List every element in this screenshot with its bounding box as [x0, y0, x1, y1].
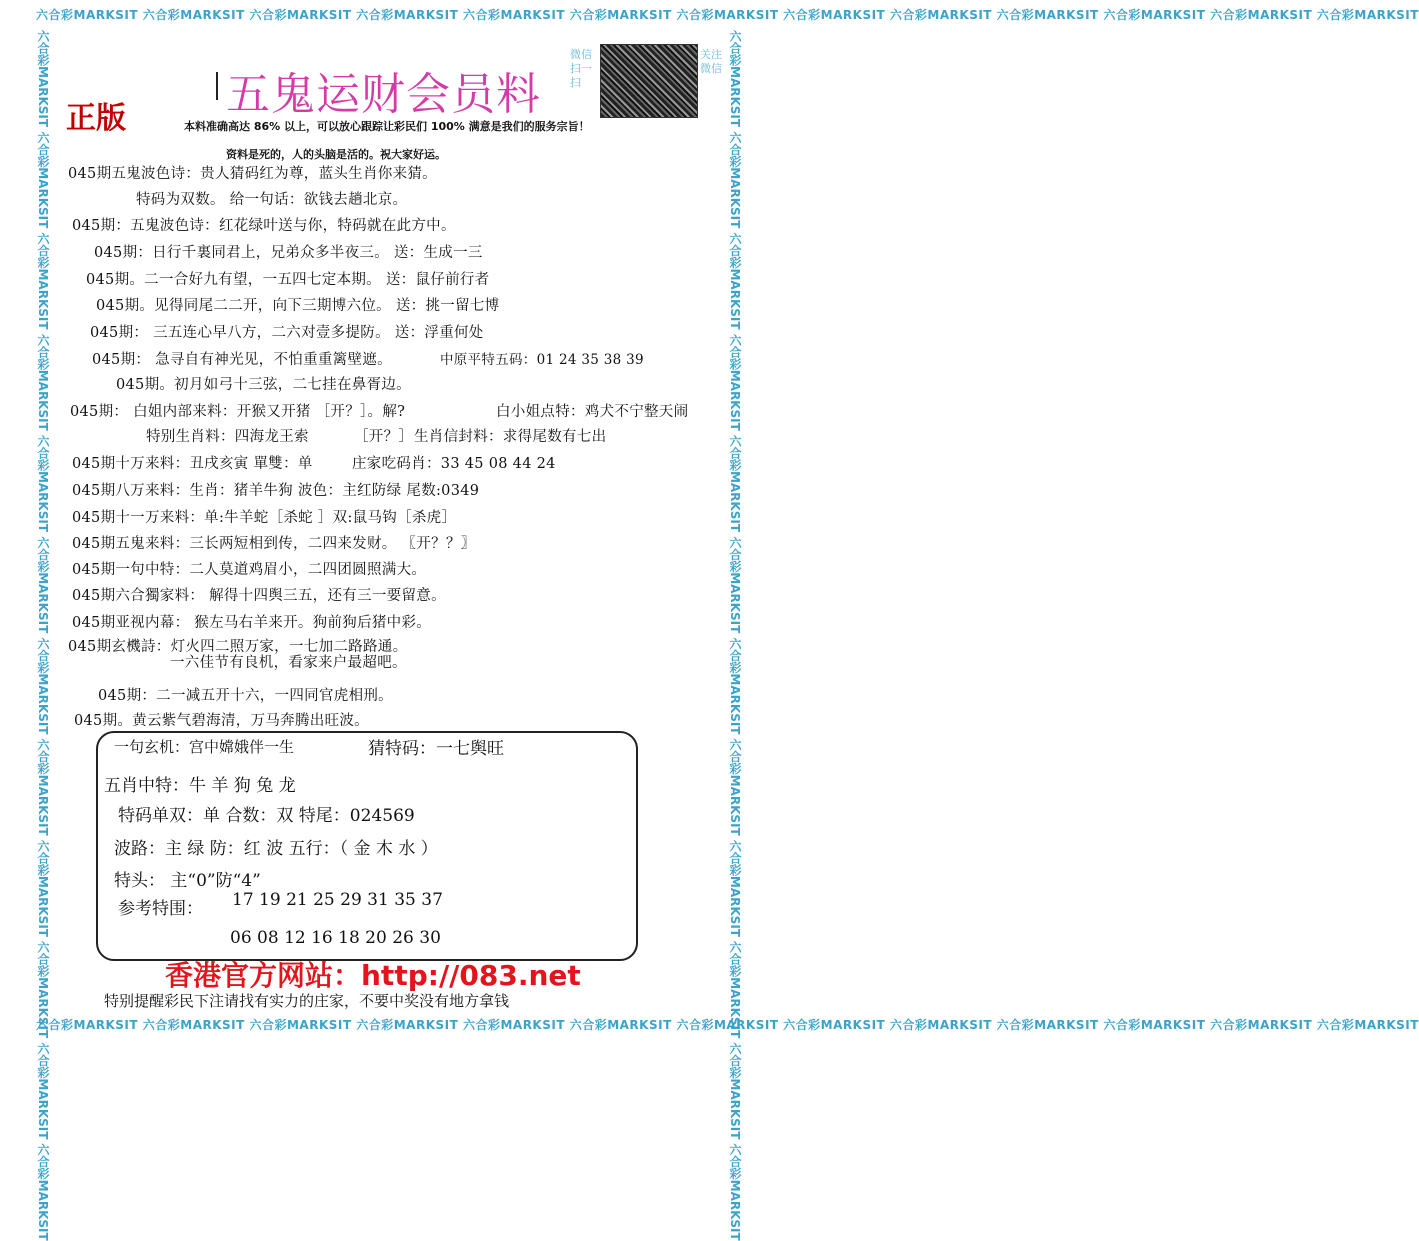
poem-line: 045期十一万来料：单:牛羊蛇［杀蛇 ］双:鼠马钩［杀虎］: [72, 510, 457, 526]
title-divider: [216, 72, 218, 100]
poem-line: 一六佳节有良机，看家来户最超吧。: [170, 655, 407, 671]
border-text: 六合彩MARKSIT: [36, 8, 139, 22]
poem-line: 045期六合獨家料： 解得十四舆三五，还有三一要留意。: [72, 588, 446, 604]
poem-line: 045期： 三五连心早八方，二六对壹多提防。 送：浮重何处: [90, 325, 484, 341]
poem-line: 045期亚视内幕： 猴左马右羊来开。狗前狗后猪中彩。: [72, 615, 432, 631]
poem-line: 045期。初月如弓十三弦，二七挂在鼻胥边。: [116, 377, 411, 393]
qr-caption-left: 微信扫一扫: [570, 48, 592, 89]
reference-row: 17 19 21 25 29 31 35 37: [232, 890, 443, 910]
poem-line: 045期一句中特：二人莫道鸡眉小，二四团圆照满大。: [72, 562, 427, 578]
reference-label: 参考特围：: [118, 899, 203, 919]
poem-line: 045期：日行千裏同君上，兄弟众多半夜三。 送：生成一三: [94, 245, 483, 261]
single-double-line: 特码单双：单 合数：双 特尾：024569: [118, 806, 415, 826]
five-codes: 中原平特五码：01 24 35 38 39: [440, 352, 644, 368]
border-top: 六合彩MARKSIT 六合彩MARKSIT 六合彩MARKSIT 六合彩MARKSIT 六合彩MARKSIT 六合彩MARKSIT 六合彩MARKSIT 六合彩MARKSIT 六合彩MARKSIT 六合彩MARKSIT 六合彩MARKSIT 六合彩MARKSIT 六合彩MARKSIT: [36, 8, 1419, 22]
border-bottom: 六合彩MARKSIT 六合彩MARKSIT 六合彩MARKSIT 六合彩MARKSIT 六合彩MARKSIT 六合彩MARKSIT 六合彩MARKSIT 六合彩MARKSIT 六合彩MARKSIT 六合彩MARKSIT 六合彩MARKSIT 六合彩MARKSIT 六合彩MARKSIT: [36, 1018, 1419, 1032]
riddle-line: 一句玄机：宫中嫦娥伴一生: [114, 738, 295, 756]
website-banner: 香港官方网站：http://083.net: [165, 959, 581, 992]
page-title: 五鬼运财会员料: [226, 69, 541, 120]
poem-line: 生肖信封料：求得尾数有七出: [414, 429, 607, 445]
poem-line: ［开？］: [354, 429, 414, 445]
poem-line: 045期。二一合好九有望，一五四七定本期。 送：鼠仔前行者: [86, 272, 490, 288]
five-zodiac-line: 五肖中特：牛 羊 狗 兔 龙: [104, 776, 296, 796]
head-line: 特头： 主“0”防“4”: [114, 871, 261, 891]
poem-line: 045期。见得同尾二二开，向下三期博六位。 送：挑一留七博: [96, 298, 500, 314]
guess-line: 猜特码：一七舆旺: [368, 739, 504, 759]
qr-caption-right: 关注微信: [700, 48, 722, 75]
accuracy-statement: 本料准确高达 86% 以上，可以放心跟踪让彩民们 100% 满意是我们的服务宗旨！: [184, 120, 590, 133]
border-left: 六合彩MARKSIT 六合彩MARKSIT 六合彩MARKSIT 六合彩MARKSIT 六合彩MARKSIT 六合彩MARKSIT 六合彩MARKSIT 六合彩MARKSIT 六合彩MARKSIT 六合彩MARKSIT 六合彩MARKSIT 六合彩MARKSIT: [36, 30, 50, 1241]
poem-line: 045期：二一减五开十六，一四同官虎相刑。: [98, 688, 393, 704]
poem-line: 045期：五鬼波色诗：红花绿叶送与你，特码就在此方中。: [72, 218, 456, 234]
poem-line: 045期。黄云紫气碧海清，万马奔腾出旺波。: [74, 713, 369, 729]
reminder-text: 特别提醒彩民下注请找有实力的庄家，不要中奖没有地方拿钱: [104, 992, 510, 1010]
border-right: 六合彩MARKSIT 六合彩MARKSIT 六合彩MARKSIT 六合彩MARKSIT 六合彩MARKSIT 六合彩MARKSIT 六合彩MARKSIT 六合彩MARKSIT 六合彩MARKSIT 六合彩MARKSIT 六合彩MARKSIT 六合彩MARKSIT: [728, 30, 742, 1241]
poem-line: 045期十万来料：丑戌亥寅 單雙：单: [72, 456, 313, 472]
poem-line: 045期五鬼来料：三长两短相到传，二四来发财。 〖开？？〗: [72, 536, 476, 552]
poem-line: 庄家吃码肖：33 45 08 44 24: [352, 456, 556, 472]
wave-line: 波路：主 绿 防：红 波 五行：（ 金 木 水 ）: [114, 839, 438, 859]
poem-line: 045期： 白姐内部来料：开猴又开猪 ［开？］。解?: [70, 404, 406, 420]
poem-line: 045期玄機詩：灯火四二照万家，一七加二路路通。: [68, 639, 408, 655]
poem-line: 045期： 急寻自有神光见，不怕重重篱壁遮。: [92, 352, 392, 368]
reference-row: 06 08 12 16 18 20 26 30: [230, 928, 441, 948]
motto: 资料是死的，人的头脑是活的。祝大家好运。: [226, 148, 446, 161]
poem-line: 白小姐点特：鸡犬不宁整天闹: [496, 404, 689, 420]
qr-code-image: [600, 44, 698, 118]
poem-line: 045期五鬼波色诗：贵人猜码红为尊，蓝头生肖你来猜。: [68, 166, 437, 182]
poem-line: 特码为双数。 给一句话：欲钱去趟北京。: [136, 192, 408, 208]
poem-line: 045期八万来料：生肖：猪羊牛狗 波色：主红防绿 尾数:0349: [72, 483, 480, 499]
border-text: 六合彩MARKSIT: [36, 1018, 139, 1032]
poem-line: 特别生肖料：四海龙王索: [146, 429, 309, 445]
edition-label: 正版: [66, 101, 126, 136]
